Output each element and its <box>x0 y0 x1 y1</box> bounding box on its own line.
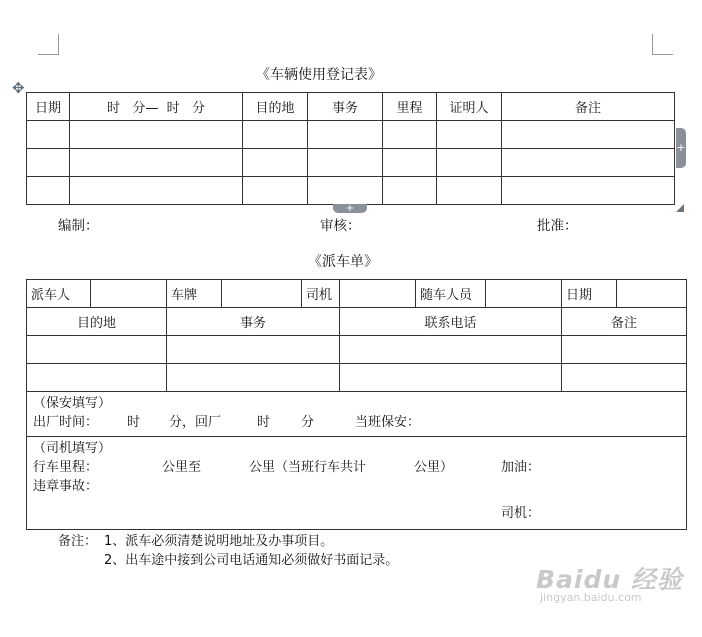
watermark-url: jingyan.baidu.com <box>540 591 642 604</box>
affair-header: 事务 <box>167 308 340 336</box>
km-total-label: 公里（当班行车共计 <box>249 460 367 475</box>
dispatch-row-2 <box>27 308 687 336</box>
hour-label-2: 时 <box>257 415 271 430</box>
table-cell[interactable] <box>562 364 687 392</box>
table-cell[interactable] <box>70 149 243 177</box>
table-row <box>27 177 675 205</box>
guard-on-duty-label: 当班保安： <box>355 415 421 430</box>
plate-label: 车牌 <box>167 280 222 308</box>
table-cell[interactable] <box>243 177 308 205</box>
table-cell[interactable] <box>70 177 243 205</box>
km-close-label: 公里） <box>414 460 454 475</box>
header-time: 时 分— 时 分 <box>70 93 243 121</box>
header-destination: 目的地 <box>243 93 308 121</box>
table-cell[interactable] <box>27 149 70 177</box>
table-cell[interactable] <box>340 364 562 392</box>
table-cell[interactable] <box>308 149 383 177</box>
table-cell[interactable] <box>562 336 687 364</box>
note-item-1: 1、派车必须清楚说明地址及办事项目。 <box>104 534 334 549</box>
minute-label-2: 分 <box>301 415 315 430</box>
table-cell[interactable] <box>437 121 502 149</box>
mileage-line <box>33 458 680 477</box>
header-mileage: 里程 <box>383 93 437 121</box>
dispatch-row-1 <box>27 280 687 308</box>
table-cell[interactable] <box>502 121 675 149</box>
minute-return-label: 分，回厂 <box>169 415 222 430</box>
header-witness: 证明人 <box>437 93 502 121</box>
vehicle-log-table <box>26 92 675 205</box>
guard-section[interactable] <box>27 392 687 437</box>
table-cell[interactable] <box>243 149 308 177</box>
dispatcher-value[interactable] <box>91 280 167 308</box>
crop-mark-top-left <box>38 34 59 55</box>
vehicle-log-title: 《车辆使用登记表》 <box>256 67 382 83</box>
table-cell[interactable] <box>308 121 383 149</box>
driver-sign-line <box>33 496 680 524</box>
header-date: 日期 <box>27 93 70 121</box>
add-row-plus-icon[interactable]: + <box>676 128 686 168</box>
mileage-label: 行车里程： <box>33 460 99 475</box>
table-cell[interactable] <box>437 149 502 177</box>
table-cell[interactable] <box>27 177 70 205</box>
date-value[interactable] <box>617 280 687 308</box>
table-cell[interactable] <box>383 177 437 205</box>
table-cell[interactable] <box>167 364 340 392</box>
dispatch-table <box>26 279 687 530</box>
table-resize-icon[interactable] <box>676 204 684 212</box>
km-to-label: 公里至 <box>162 460 202 475</box>
remarks-header: 备注 <box>562 308 687 336</box>
add-column-plus-icon[interactable]: + <box>333 204 367 213</box>
baidu-jingyan-watermark: Baidu 经验 <box>536 565 683 594</box>
header-affair: 事务 <box>308 93 383 121</box>
table-move-icon[interactable]: ✥ <box>12 79 25 97</box>
driver-sign-label: 司机： <box>501 506 541 521</box>
destination-header: 目的地 <box>27 308 167 336</box>
table-cell[interactable] <box>27 121 70 149</box>
dispatch-title: 《派车单》 <box>308 254 378 270</box>
note-item-2: 2、出车途中接到公司电话通知必须做好书面记录。 <box>104 553 399 568</box>
exit-time-label: 出厂时间： <box>33 415 99 430</box>
driver-section-row <box>27 437 687 530</box>
guard-section-row <box>27 392 687 437</box>
header-remarks: 备注 <box>502 93 675 121</box>
table-row <box>27 149 675 177</box>
table-cell[interactable] <box>27 364 167 392</box>
driver-label: 司机 <box>302 280 340 308</box>
table-cell[interactable] <box>502 177 675 205</box>
approved-by-label: 批准： <box>537 218 578 234</box>
table-row <box>27 121 675 149</box>
table-header-row <box>27 93 675 121</box>
passengers-value[interactable] <box>486 280 562 308</box>
table-cell[interactable] <box>383 149 437 177</box>
notes-label: 备注： <box>58 534 98 549</box>
table-row <box>27 364 687 392</box>
phone-header: 联系电话 <box>340 308 562 336</box>
table-cell[interactable] <box>340 336 562 364</box>
table-cell[interactable] <box>167 336 340 364</box>
table-cell[interactable] <box>70 121 243 149</box>
table-cell[interactable] <box>502 149 675 177</box>
dispatcher-label: 派车人 <box>27 280 91 308</box>
reviewed-by-label: 审核： <box>320 218 361 234</box>
passengers-label: 随车人员 <box>416 280 486 308</box>
prepared-by-label: 编制： <box>58 218 99 234</box>
table-cell[interactable] <box>243 121 308 149</box>
crop-mark-top-right <box>652 34 673 55</box>
table-row <box>27 336 687 364</box>
hour-label: 时 <box>127 415 141 430</box>
guard-heading: （保安填写） <box>33 396 112 411</box>
violation-label: 违章事故： <box>33 479 99 494</box>
plate-value[interactable] <box>222 280 302 308</box>
fuel-label: 加油： <box>501 460 541 475</box>
table-cell[interactable] <box>27 336 167 364</box>
table-cell[interactable] <box>437 177 502 205</box>
table-cell[interactable] <box>308 177 383 205</box>
driver-value[interactable] <box>340 280 416 308</box>
table-cell[interactable] <box>383 121 437 149</box>
guard-line <box>33 413 680 432</box>
driver-heading: （司机填写） <box>33 441 112 456</box>
date-label: 日期 <box>562 280 617 308</box>
driver-section[interactable] <box>27 437 687 530</box>
